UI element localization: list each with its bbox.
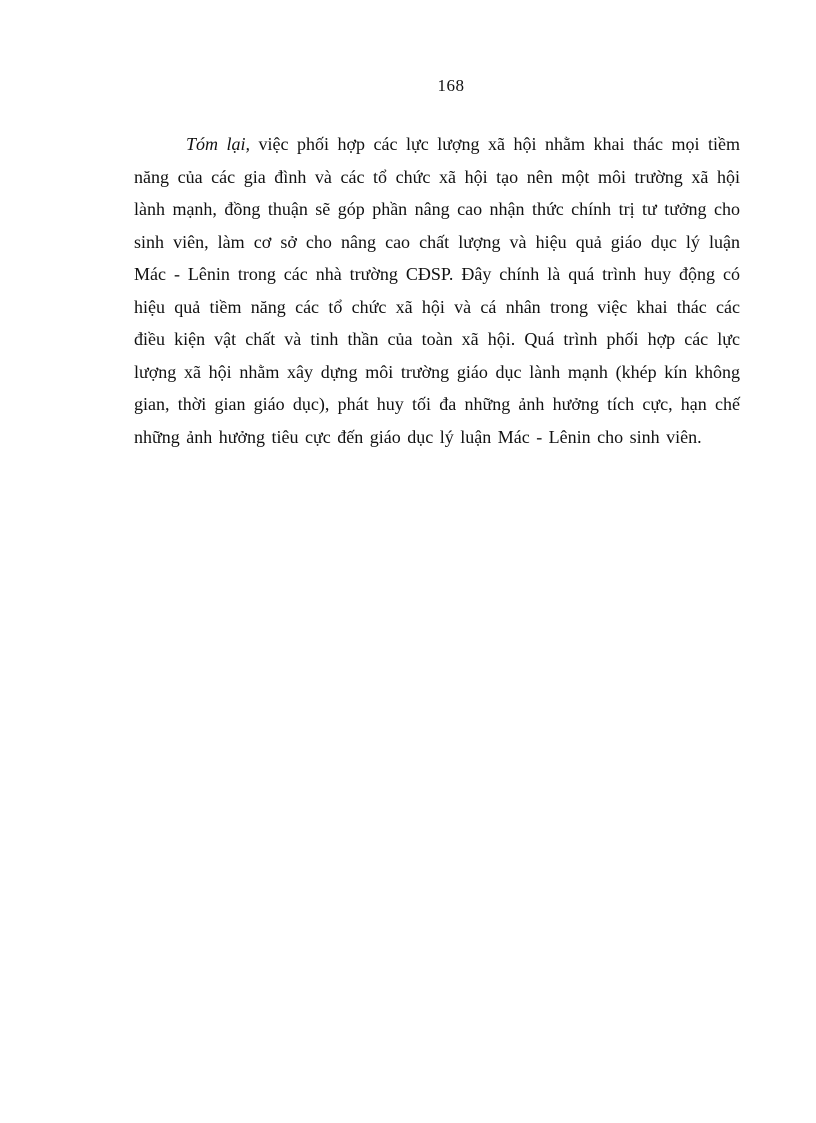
paragraph-line: Mác - Lênin trong các nhà trường CĐSP. Đây chính là quá trình huy động có [134, 264, 740, 284]
paragraph-line: năng của các gia đình và các tổ chức xã hội tạo nên một môi trường xã hội [134, 166, 740, 187]
paragraph-line: hiệu quả tiềm năng các tổ chức xã hội và cá nhân trong việc khai thác các [134, 296, 740, 317]
body-paragraph [134, 128, 740, 453]
paragraph-line: những ảnh hưởng tiêu cực đến giáo dục lý luận Mác - Lênin cho sinh viên. [134, 426, 702, 447]
paragraph-line: lượng xã hội nhằm xây dựng môi trường giáo dục lành mạnh (khép kín không [134, 361, 740, 382]
paragraph-line: lành mạnh, đồng thuận sẽ góp phần nâng cao nhận thức chính trị tư tưởng cho [134, 199, 740, 219]
lead-phrase: Tóm lại, [186, 134, 251, 154]
paragraph-line: gian, thời gian giáo dục), phát huy tối đa những ảnh hưởng tích cực, hạn chế [134, 394, 740, 414]
paragraph-line: điều kiện vật chất và tinh thần của toàn xã hội. Quá trình phối hợp các lực [134, 329, 740, 349]
paragraph-line: sinh viên, làm cơ sở cho nâng cao chất lượng và hiệu quả giáo dục lý luận [134, 231, 740, 252]
paragraph-line-text: việc phối hợp các lực lượng xã hội nhằm khai thác mọi tiềm [250, 134, 740, 154]
paragraph-line [134, 128, 740, 161]
page-number: 168 [437, 76, 465, 95]
